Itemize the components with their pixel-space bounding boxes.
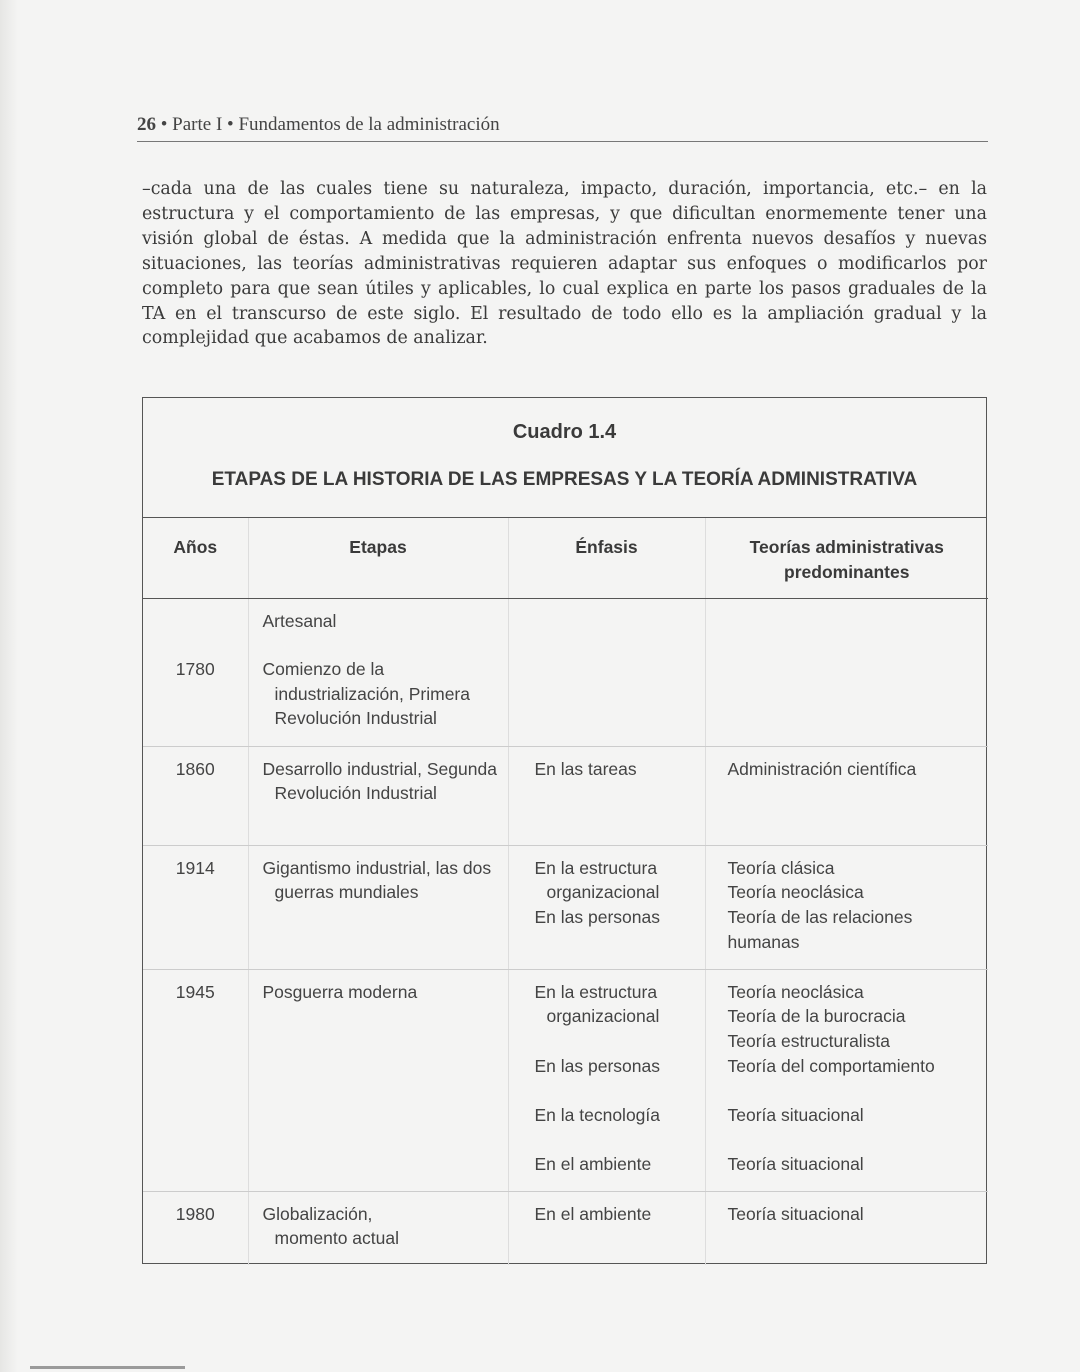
header-theories-line2: predominantes: [784, 561, 910, 582]
theories-cell: [705, 845, 988, 969]
table-grid: [143, 518, 988, 1265]
emphasis-text: En las tareas: [534, 758, 637, 779]
header-theories-line1: Teorías administrativas: [749, 537, 944, 557]
stage-text: Comienzo de la industrialización, Primera Revolución Industrial: [262, 659, 470, 729]
emphasis-cell: [508, 969, 705, 1191]
table-row: [143, 1191, 988, 1265]
emphasis-text: En el ambiente: [534, 1154, 652, 1175]
header-bullet: •: [160, 114, 173, 135]
theories-cell: [705, 969, 988, 1191]
table-row: [143, 845, 988, 969]
running-header: [137, 113, 988, 142]
body-text: [142, 177, 987, 351]
header-years: Años: [143, 518, 248, 598]
emphasis-text: En la tecnología: [534, 1104, 661, 1125]
table-row: [143, 969, 988, 1191]
theory-text: Administración científica: [727, 758, 917, 779]
header-title: Fundamentos de la administración: [238, 114, 500, 135]
theory-text: Teoría de la burocracia: [727, 1006, 906, 1027]
emphasis-cell: [508, 647, 705, 746]
stage-text: Globalización, momento actual: [262, 1203, 400, 1249]
header-part: Parte I: [172, 114, 223, 135]
paragraph: –cada una de las cuales tiene su naturaleza, impacto, duración, importancia, etc.– en la estructura y el comportamiento de las empresas, y que dificultan enormemente tener una visión global de éstas. A medida que la administración enfrenta nuevos desafíos y nuevas situaciones, las teorías administrativas requieren adaptar sus enfoques o modificarlos por completo para que sean útiles y aplicables, lo cual explica en parte los pasos graduales de la TA en el transcurso de este siglo. El resultado de todo ello es la ampliación gradual y la complejidad que acabamos de analizar.: [142, 179, 987, 349]
emphasis-text: En la estructura organizacional: [534, 857, 660, 903]
table-number: Cuadro 1.4: [512, 421, 617, 443]
emphasis-cell: [508, 746, 705, 845]
header-emphasis: Énfasis: [508, 518, 705, 598]
header-stages: Etapas: [248, 518, 508, 598]
header-bullet: •: [227, 114, 239, 135]
table-row: [143, 647, 988, 746]
header-theories: [705, 518, 988, 598]
year-cell: 1945: [143, 969, 248, 1191]
theory-text: Teoría de las relaciones humanas: [727, 906, 913, 952]
stage-cell: [248, 647, 508, 746]
year-cell: 1914: [143, 845, 248, 969]
theories-cell: [705, 598, 988, 647]
theory-text: Teoría situacional: [727, 1154, 864, 1175]
table-title: ETAPAS DE LA HISTORIA DE LAS EMPRESAS Y LA TEORÍA ADMINISTRATIVA: [211, 469, 918, 490]
stage-text: Posguerra moderna: [262, 981, 418, 1002]
page-number: 26: [137, 114, 156, 135]
bottom-edge-mark: [30, 1366, 185, 1369]
stage-text: Gigantismo industrial, las dos guerras mundiales: [262, 857, 492, 903]
page-edge-shadow: [0, 0, 18, 1372]
history-table: [142, 397, 987, 1264]
theories-cell: [705, 647, 988, 746]
emphasis-text: En la estructura organizacional: [534, 981, 660, 1027]
emphasis-cell: [508, 845, 705, 969]
emphasis-text: En el ambiente: [534, 1203, 652, 1224]
emphasis-text: En las personas: [534, 906, 660, 927]
stage-text: Desarrollo industrial, Segunda Revolución Industrial: [262, 758, 497, 804]
stage-cell: [248, 845, 508, 969]
theory-text: Teoría estructuralista: [727, 1030, 890, 1051]
emphasis-text: En las personas: [534, 1055, 660, 1076]
theory-text: Teoría neoclásica: [727, 981, 864, 1002]
year-cell: 1860: [143, 746, 248, 845]
table-header-row: [143, 518, 988, 598]
stage-cell: [248, 1191, 508, 1265]
theory-text: Teoría neoclásica: [727, 882, 864, 903]
theory-text: Teoría clásica: [727, 857, 835, 878]
stage-cell: [248, 969, 508, 1191]
stage-cell: [248, 746, 508, 845]
emphasis-cell: [508, 1191, 705, 1265]
theories-cell: [705, 1191, 988, 1265]
theory-text: Teoría del comportamiento: [727, 1055, 935, 1076]
year-cell: 1980: [175, 1203, 215, 1224]
emphasis-cell: [508, 598, 705, 647]
theory-text: Teoría situacional: [727, 1105, 864, 1125]
stage-cell: Artesanal: [248, 598, 508, 647]
table-row: [143, 746, 988, 845]
table-caption: [143, 398, 986, 518]
table-row: [143, 598, 988, 647]
year-cell: 1780: [143, 647, 248, 746]
theory-text: Teoría situacional: [727, 1203, 864, 1224]
year-cell: [143, 598, 248, 647]
theories-cell: [705, 746, 988, 845]
